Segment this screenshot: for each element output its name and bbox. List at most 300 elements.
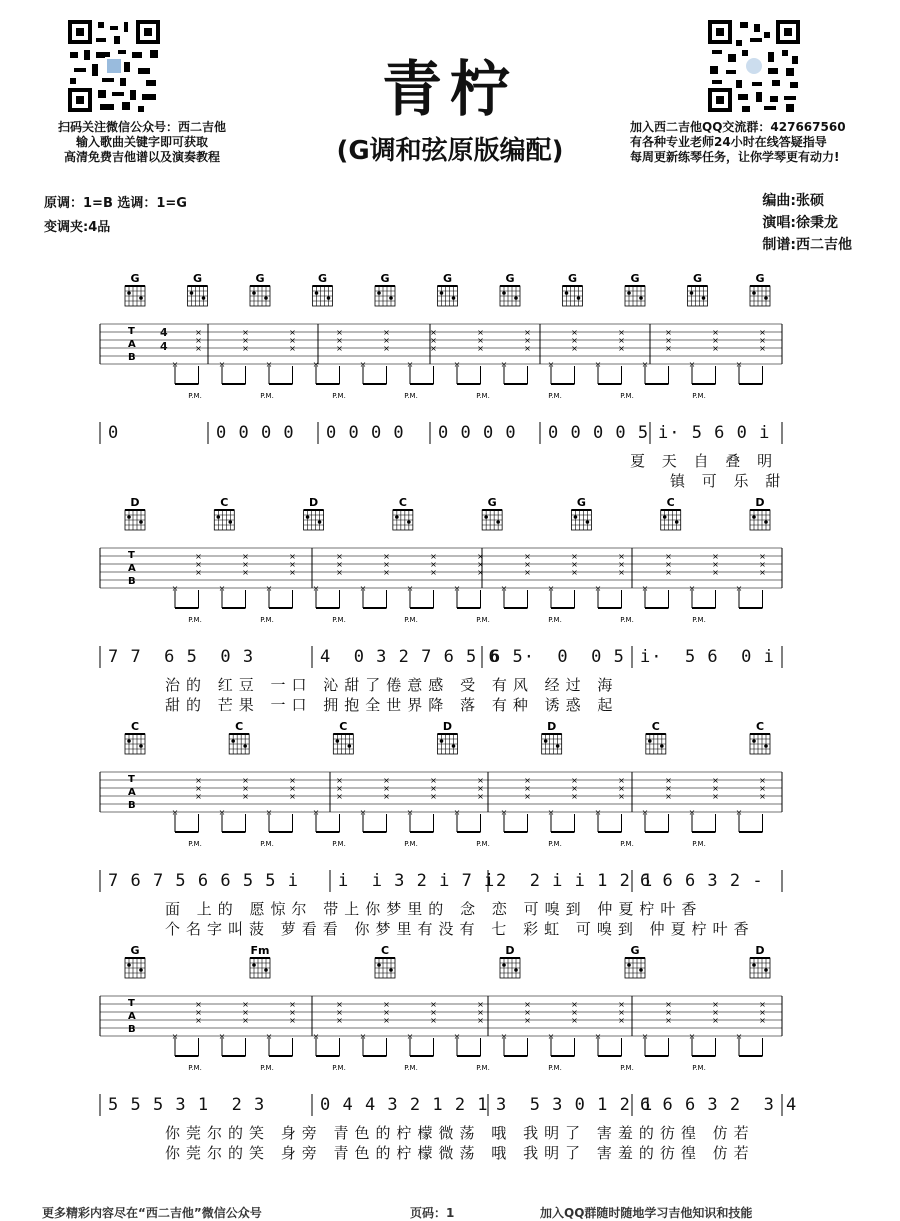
svg-text:×: × bbox=[618, 344, 625, 353]
svg-text:×: × bbox=[735, 360, 743, 369]
svg-text:×: × bbox=[242, 792, 249, 801]
svg-text:×: × bbox=[383, 560, 390, 569]
svg-text:×: × bbox=[712, 792, 719, 801]
chord-name: D bbox=[755, 944, 765, 957]
chord-diagram bbox=[563, 272, 583, 306]
chord-diagram bbox=[393, 496, 413, 530]
tab-note bbox=[454, 808, 461, 832]
tab-staff bbox=[0, 716, 900, 866]
svg-text:×: × bbox=[594, 584, 602, 593]
svg-text:×: × bbox=[712, 568, 719, 577]
tab-note bbox=[172, 808, 179, 832]
tab-note bbox=[736, 808, 743, 832]
svg-text:×: × bbox=[383, 344, 390, 353]
svg-text:×: × bbox=[453, 360, 461, 369]
tab-note bbox=[360, 584, 367, 608]
svg-text:×: × bbox=[242, 776, 249, 785]
svg-text:×: × bbox=[195, 784, 202, 793]
svg-text:×: × bbox=[477, 336, 484, 345]
svg-text:×: × bbox=[430, 328, 437, 337]
chord-diagram bbox=[125, 272, 145, 306]
svg-text:×: × bbox=[665, 344, 672, 353]
svg-text:×: × bbox=[453, 584, 461, 593]
left-info-line: 扫码关注微信公众号：西二吉他 bbox=[57, 120, 226, 134]
tab-note bbox=[689, 584, 696, 608]
palm-mute-label: P.M. bbox=[548, 616, 562, 624]
svg-text:×: × bbox=[665, 784, 672, 793]
svg-text:×: × bbox=[195, 1000, 202, 1009]
svg-text:×: × bbox=[477, 568, 484, 577]
chord-diagram bbox=[313, 272, 333, 306]
svg-text:×: × bbox=[195, 1008, 202, 1017]
svg-text:×: × bbox=[759, 792, 766, 801]
tab-note bbox=[736, 584, 743, 608]
svg-text:×: × bbox=[618, 1000, 625, 1009]
tab-system bbox=[0, 940, 900, 1160]
palm-mute-label: P.M. bbox=[260, 392, 274, 400]
svg-text:×: × bbox=[477, 344, 484, 353]
key-line: 原调：1=B 选调：1=G bbox=[44, 196, 187, 211]
numbered-notation: 3 5 3 0 1 2 1 bbox=[496, 1095, 654, 1115]
svg-text:×: × bbox=[571, 1008, 578, 1017]
palm-mute-label: P.M. bbox=[332, 1064, 346, 1072]
numbered-notation: 0 bbox=[108, 423, 120, 443]
numbered-notation: 6 6 6 3 2 - bbox=[640, 871, 764, 891]
svg-text:×: × bbox=[524, 1016, 531, 1025]
svg-text:×: × bbox=[571, 1016, 578, 1025]
song-title: 青柠 bbox=[382, 55, 518, 125]
tab-note bbox=[501, 584, 508, 608]
tab-note bbox=[454, 584, 461, 608]
chord-diagram bbox=[333, 720, 353, 754]
chord-name: G bbox=[630, 272, 640, 285]
tab-note bbox=[313, 1032, 320, 1056]
palm-mute-label: P.M. bbox=[476, 1064, 490, 1072]
tab-system bbox=[0, 716, 900, 936]
svg-text:×: × bbox=[618, 792, 625, 801]
svg-text:×: × bbox=[430, 552, 437, 561]
svg-text:×: × bbox=[571, 776, 578, 785]
svg-text:×: × bbox=[477, 776, 484, 785]
svg-text:×: × bbox=[571, 1000, 578, 1009]
svg-text:×: × bbox=[242, 1000, 249, 1009]
svg-text:×: × bbox=[336, 1000, 343, 1009]
tab-clef-letter: B bbox=[128, 800, 136, 811]
svg-text:×: × bbox=[759, 1016, 766, 1025]
chord-diagram bbox=[750, 272, 770, 306]
tab-note bbox=[360, 360, 367, 384]
palm-mute-label: P.M. bbox=[188, 840, 202, 848]
svg-text:×: × bbox=[195, 336, 202, 345]
svg-text:×: × bbox=[383, 792, 390, 801]
tab-note bbox=[689, 360, 696, 384]
chord-diagram bbox=[500, 944, 520, 978]
svg-text:×: × bbox=[547, 360, 555, 369]
time-sig-bottom: 4 bbox=[160, 340, 168, 353]
chord-name: D bbox=[505, 944, 515, 957]
svg-text:×: × bbox=[336, 344, 343, 353]
svg-text:×: × bbox=[430, 344, 437, 353]
svg-text:×: × bbox=[289, 336, 296, 345]
svg-text:×: × bbox=[618, 1008, 625, 1017]
svg-text:×: × bbox=[242, 568, 249, 577]
svg-text:×: × bbox=[665, 776, 672, 785]
palm-mute-label: P.M. bbox=[260, 616, 274, 624]
svg-text:×: × bbox=[618, 560, 625, 569]
svg-text:×: × bbox=[289, 328, 296, 337]
svg-text:×: × bbox=[242, 552, 249, 561]
svg-text:×: × bbox=[524, 792, 531, 801]
svg-text:×: × bbox=[265, 360, 273, 369]
svg-text:×: × bbox=[312, 808, 320, 817]
svg-text:×: × bbox=[524, 776, 531, 785]
svg-text:×: × bbox=[289, 560, 296, 569]
svg-text:×: × bbox=[453, 808, 461, 817]
svg-text:×: × bbox=[665, 552, 672, 561]
chord-diagram bbox=[125, 496, 145, 530]
tab-note bbox=[642, 1032, 649, 1056]
chord-name: C bbox=[220, 496, 229, 509]
svg-text:×: × bbox=[242, 784, 249, 793]
tab-note bbox=[313, 584, 320, 608]
svg-text:×: × bbox=[406, 1032, 414, 1041]
time-sig-top: 4 bbox=[160, 326, 168, 339]
svg-text:×: × bbox=[218, 1032, 226, 1041]
tab-note bbox=[642, 360, 649, 384]
footer-right: 加入QQ群随时随地学习吉他知识和技能 bbox=[540, 1206, 753, 1220]
chord-name: D bbox=[130, 496, 140, 509]
svg-text:×: × bbox=[759, 336, 766, 345]
chord-diagram bbox=[250, 944, 270, 978]
palm-mute-label: P.M. bbox=[404, 840, 418, 848]
chord-diagram bbox=[250, 272, 270, 306]
tab-note bbox=[407, 1032, 414, 1056]
tab-note bbox=[219, 584, 226, 608]
svg-text:×: × bbox=[359, 808, 367, 817]
svg-text:×: × bbox=[524, 1000, 531, 1009]
svg-text:×: × bbox=[524, 784, 531, 793]
svg-text:×: × bbox=[524, 552, 531, 561]
chord-name: C bbox=[339, 720, 348, 733]
chord-diagram bbox=[229, 720, 249, 754]
svg-text:×: × bbox=[195, 1016, 202, 1025]
chord-diagram bbox=[750, 496, 770, 530]
lyrics-line-1: 夏 天 自 叠 明 bbox=[630, 452, 779, 470]
svg-text:×: × bbox=[336, 792, 343, 801]
svg-text:×: × bbox=[759, 1008, 766, 1017]
chord-name: G bbox=[576, 496, 586, 509]
tab-note bbox=[454, 360, 461, 384]
chord-diagram bbox=[438, 720, 458, 754]
chord-name: G bbox=[192, 272, 203, 285]
palm-mute-label: P.M. bbox=[332, 616, 346, 624]
chord-name: D bbox=[547, 720, 557, 733]
tab-note bbox=[266, 584, 273, 608]
svg-text:×: × bbox=[265, 808, 273, 817]
svg-text:×: × bbox=[594, 360, 602, 369]
svg-text:×: × bbox=[383, 568, 390, 577]
numbered-notation: i· 5 6 0 i bbox=[640, 647, 775, 667]
svg-text:×: × bbox=[336, 568, 343, 577]
svg-text:×: × bbox=[571, 328, 578, 337]
svg-text:×: × bbox=[195, 560, 202, 569]
numbered-notation: i· 5 6 0 i bbox=[658, 423, 771, 443]
svg-text:×: × bbox=[336, 328, 343, 337]
chord-diagram bbox=[571, 496, 591, 530]
svg-text:×: × bbox=[242, 1008, 249, 1017]
svg-text:×: × bbox=[477, 792, 484, 801]
tab-note bbox=[172, 360, 179, 384]
palm-mute-label: P.M. bbox=[476, 840, 490, 848]
tab-note bbox=[548, 1032, 555, 1056]
palm-mute-label: P.M. bbox=[548, 840, 562, 848]
chord-diagram bbox=[625, 944, 645, 978]
palm-mute-label: P.M. bbox=[332, 840, 346, 848]
palm-mute-label: P.M. bbox=[404, 1064, 418, 1072]
tab-note bbox=[360, 1032, 367, 1056]
numbered-notation: 7 6 7 5 6 6 5 5 i bbox=[108, 871, 299, 891]
tab-note bbox=[219, 360, 226, 384]
svg-text:×: × bbox=[242, 1016, 249, 1025]
svg-text:×: × bbox=[759, 1000, 766, 1009]
tab-system bbox=[0, 268, 900, 488]
tab-note bbox=[407, 584, 414, 608]
palm-mute-label: P.M. bbox=[548, 392, 562, 400]
svg-text:×: × bbox=[524, 328, 531, 337]
svg-text:×: × bbox=[759, 560, 766, 569]
tab-note bbox=[595, 584, 602, 608]
svg-text:×: × bbox=[641, 360, 649, 369]
svg-text:×: × bbox=[712, 1000, 719, 1009]
svg-text:×: × bbox=[712, 336, 719, 345]
svg-text:×: × bbox=[500, 584, 508, 593]
palm-mute-label: P.M. bbox=[404, 392, 418, 400]
svg-text:×: × bbox=[759, 552, 766, 561]
chord-name: C bbox=[130, 720, 140, 733]
tab-clef-letter: T bbox=[128, 998, 135, 1009]
svg-text:×: × bbox=[477, 560, 484, 569]
capo-line: 变调夹:4品 bbox=[44, 220, 111, 235]
svg-text:×: × bbox=[618, 776, 625, 785]
svg-text:×: × bbox=[383, 776, 390, 785]
chord-name: G bbox=[130, 272, 140, 285]
chord-name: Fm bbox=[250, 944, 270, 957]
svg-text:×: × bbox=[430, 784, 437, 793]
svg-text:×: × bbox=[383, 1008, 390, 1017]
palm-mute-label: P.M. bbox=[188, 392, 202, 400]
svg-text:×: × bbox=[712, 776, 719, 785]
svg-text:×: × bbox=[571, 552, 578, 561]
chord-diagram bbox=[304, 496, 324, 530]
svg-text:×: × bbox=[641, 1032, 649, 1041]
svg-text:×: × bbox=[735, 584, 743, 593]
chord-name: G bbox=[505, 272, 515, 285]
lyrics-line-2: 甜的 芒果 一口 拥抱全世界降 落 有种 诱惑 起 bbox=[165, 696, 619, 714]
tab-clef-letter: A bbox=[128, 787, 136, 798]
svg-text:×: × bbox=[242, 344, 249, 353]
svg-text:×: × bbox=[171, 1032, 179, 1041]
tab-note bbox=[172, 1032, 179, 1056]
palm-mute-label: P.M. bbox=[548, 1064, 562, 1072]
svg-text:×: × bbox=[665, 1000, 672, 1009]
tab-note bbox=[548, 360, 555, 384]
tab-note bbox=[548, 584, 555, 608]
tab-clef-letter: T bbox=[128, 774, 135, 785]
palm-mute-label: P.M. bbox=[332, 392, 346, 400]
svg-text:×: × bbox=[500, 360, 508, 369]
chord-name: C bbox=[666, 496, 675, 509]
lyrics-line-2: 你莞尔的笑 身旁 青色的柠檬微荡 哦 我明了 害羞的彷徨 仿若 bbox=[165, 1144, 755, 1162]
tab-note bbox=[266, 1032, 273, 1056]
svg-text:×: × bbox=[195, 328, 202, 337]
svg-text:×: × bbox=[289, 344, 296, 353]
chord-diagram bbox=[125, 720, 145, 754]
tab-note bbox=[219, 808, 226, 832]
song-subtitle: (G调和弦原版编配) bbox=[336, 136, 564, 166]
tab-note bbox=[595, 808, 602, 832]
chord-name: C bbox=[398, 496, 407, 509]
svg-text:×: × bbox=[688, 808, 696, 817]
svg-text:×: × bbox=[336, 1008, 343, 1017]
svg-text:×: × bbox=[242, 560, 249, 569]
numbered-notation: 0 0 0 0 5 bbox=[548, 423, 650, 443]
chord-diagram bbox=[750, 720, 770, 754]
svg-text:×: × bbox=[571, 344, 578, 353]
svg-text:×: × bbox=[406, 584, 414, 593]
svg-text:×: × bbox=[406, 360, 414, 369]
svg-text:×: × bbox=[195, 344, 202, 353]
svg-text:×: × bbox=[430, 1008, 437, 1017]
chord-name: G bbox=[130, 944, 140, 957]
svg-text:×: × bbox=[618, 336, 625, 345]
svg-text:×: × bbox=[665, 560, 672, 569]
chord-diagram bbox=[125, 944, 145, 978]
svg-text:×: × bbox=[265, 584, 273, 593]
svg-text:×: × bbox=[712, 328, 719, 337]
svg-text:×: × bbox=[195, 792, 202, 801]
tab-clef-letter: T bbox=[128, 550, 135, 561]
svg-text:×: × bbox=[547, 584, 555, 593]
svg-text:×: × bbox=[524, 336, 531, 345]
svg-text:×: × bbox=[712, 344, 719, 353]
tab-system bbox=[0, 492, 900, 712]
svg-text:×: × bbox=[641, 808, 649, 817]
chord-name: D bbox=[442, 720, 453, 733]
singer: 演唱:徐秉龙 bbox=[762, 215, 838, 231]
numbered-notation: 4 0 3 2 7 6 5 6 bbox=[320, 647, 500, 667]
svg-text:×: × bbox=[571, 568, 578, 577]
tab-clef-letter: T bbox=[128, 326, 135, 337]
tab-staff bbox=[0, 940, 900, 1090]
svg-text:×: × bbox=[500, 808, 508, 817]
svg-text:×: × bbox=[618, 552, 625, 561]
svg-text:×: × bbox=[665, 336, 672, 345]
chord-diagram bbox=[375, 944, 395, 978]
tab-note bbox=[172, 584, 179, 608]
tab-staff bbox=[0, 268, 900, 418]
palm-mute-label: P.M. bbox=[692, 616, 706, 624]
svg-text:×: × bbox=[618, 784, 625, 793]
palm-mute-label: P.M. bbox=[404, 616, 418, 624]
svg-text:×: × bbox=[665, 328, 672, 337]
chord-name: C bbox=[755, 720, 765, 733]
tab-note bbox=[454, 1032, 461, 1056]
tab-note bbox=[642, 584, 649, 608]
tab-note bbox=[266, 360, 273, 384]
svg-text:×: × bbox=[336, 1016, 343, 1025]
tab-note bbox=[360, 808, 367, 832]
palm-mute-label: P.M. bbox=[620, 840, 634, 848]
chord-diagram bbox=[482, 496, 502, 530]
chord-diagram bbox=[646, 720, 666, 754]
svg-text:×: × bbox=[289, 776, 296, 785]
svg-text:×: × bbox=[383, 552, 390, 561]
svg-text:×: × bbox=[453, 1032, 461, 1041]
svg-text:×: × bbox=[430, 792, 437, 801]
numbered-notation: 0 0 0 0 bbox=[216, 423, 295, 443]
numbered-notation: 6 5· 0 0 5 bbox=[490, 647, 625, 667]
tab-note bbox=[407, 808, 414, 832]
chord-diagram bbox=[625, 272, 645, 306]
tab-note bbox=[595, 1032, 602, 1056]
svg-text:×: × bbox=[312, 360, 320, 369]
svg-text:×: × bbox=[218, 584, 226, 593]
svg-text:×: × bbox=[289, 1008, 296, 1017]
palm-mute-label: P.M. bbox=[188, 1064, 202, 1072]
svg-text:×: × bbox=[571, 792, 578, 801]
chord-name: C bbox=[235, 720, 244, 733]
svg-text:×: × bbox=[735, 808, 743, 817]
left-info-line: 高清免费吉他谱以及演奏教程 bbox=[63, 150, 220, 164]
chord-diagram bbox=[542, 720, 562, 754]
svg-text:×: × bbox=[618, 568, 625, 577]
svg-text:×: × bbox=[665, 1016, 672, 1025]
chord-name: G bbox=[630, 944, 640, 957]
svg-text:×: × bbox=[547, 1032, 555, 1041]
chord-name: G bbox=[442, 272, 453, 285]
svg-text:×: × bbox=[383, 336, 390, 345]
palm-mute-label: P.M. bbox=[476, 392, 490, 400]
svg-text:×: × bbox=[547, 808, 555, 817]
svg-text:×: × bbox=[383, 328, 390, 337]
svg-text:×: × bbox=[712, 1008, 719, 1017]
svg-text:×: × bbox=[430, 1016, 437, 1025]
svg-text:×: × bbox=[665, 568, 672, 577]
chord-name: G bbox=[692, 272, 703, 285]
svg-text:×: × bbox=[477, 784, 484, 793]
tab-note bbox=[736, 360, 743, 384]
svg-text:×: × bbox=[265, 1032, 273, 1041]
footer-left: 更多精彩内容尽在“西二吉他”微信公众号 bbox=[42, 1206, 262, 1220]
lyrics-line-1: 你莞尔的笑 身旁 青色的柠檬微荡 哦 我明了 害羞的彷徨 仿若 bbox=[165, 1124, 755, 1142]
svg-text:×: × bbox=[594, 808, 602, 817]
svg-text:×: × bbox=[477, 1008, 484, 1017]
svg-text:×: × bbox=[500, 1032, 508, 1041]
palm-mute-label: P.M. bbox=[692, 1064, 706, 1072]
svg-text:×: × bbox=[759, 784, 766, 793]
tab-note bbox=[689, 1032, 696, 1056]
svg-text:×: × bbox=[712, 1016, 719, 1025]
tab-note bbox=[689, 808, 696, 832]
chord-name: D bbox=[309, 496, 319, 509]
svg-text:×: × bbox=[735, 1032, 743, 1041]
svg-text:×: × bbox=[665, 792, 672, 801]
palm-mute-label: P.M. bbox=[260, 1064, 274, 1072]
svg-text:×: × bbox=[594, 1032, 602, 1041]
svg-text:×: × bbox=[359, 360, 367, 369]
svg-text:×: × bbox=[336, 552, 343, 561]
svg-text:×: × bbox=[524, 560, 531, 569]
